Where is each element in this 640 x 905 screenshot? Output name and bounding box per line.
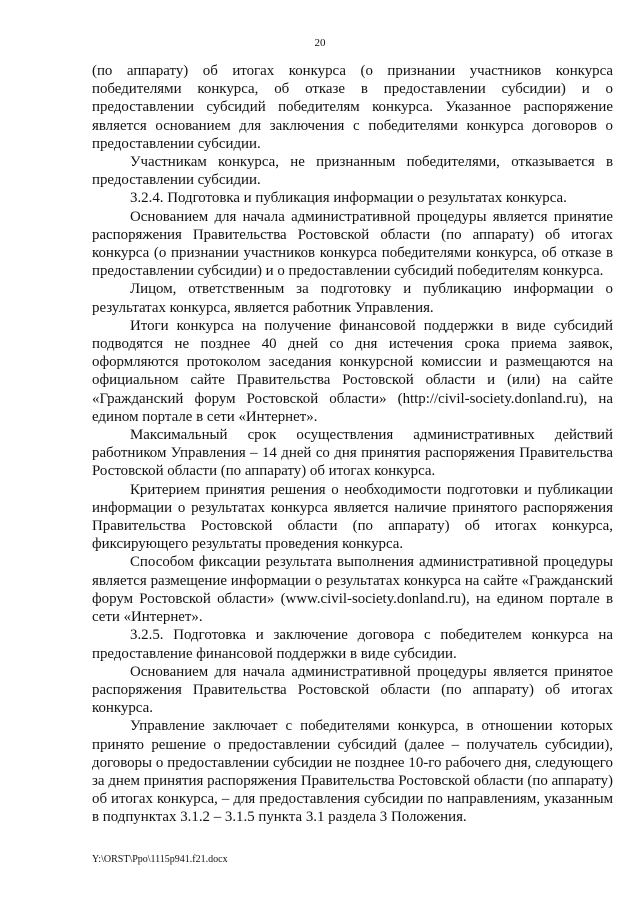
- paragraph-max-term: Максимальный срок осуществления административных действий работником Управления – 14 дней со дня принятия распоряжения Правительства Ростовской области (по аппарату) об итогах конкурса.: [92, 427, 613, 480]
- paragraph-fixation-method: Способом фиксации результата выполнения административной процедуры является размещение информации о результатах конкурса на сайте «Гражданский форум Ростовской области» (www.civil-society.donland.ru), на едином портале в сети «Интернет».: [92, 554, 613, 626]
- document-body: [92, 62, 613, 827]
- paragraph-results-deadline: Итоги конкурса на получение финансовой поддержки в виде субсидий подводятся не позднее 40 дней со дня истечения срока приема заявок, оформляются протоколом заседания конкурсной комиссии и размещаются на официальном сайте Правительства Ростовской области и (или) на сайте «Гражданский форум Ростовской области» (http://civil-society.donland.ru), на едином портале в сети «Интернет».: [92, 317, 613, 425]
- page-number: 20: [314, 37, 326, 49]
- section-heading-3-2-4: 3.2.4. Подготовка и публикация информации о результатах конкурса.: [130, 190, 567, 207]
- file-path-footer: Y:\ORST\Ppo\1115p941.f21.docx: [92, 854, 228, 865]
- section-heading-3-2-5: 3.2.5. Подготовка и заключение договора с победителем конкурса на предоставление финансовой поддержки в виде субсидии.: [92, 627, 613, 662]
- paragraph-responsible-person: Лицом, ответственным за подготовку и публикацию информации о результатах конкурса, является работник Управления.: [92, 281, 613, 316]
- paragraph-criterion: Критерием принятия решения о необходимости подготовки и публикации информации о результатах конкурса является наличие принятого распоряжения Правительства Ростовской области (по аппарату) об итогах конкурса, фиксирующего результаты проведения конкурса.: [92, 481, 613, 553]
- paragraph-basis-publication: Основанием для начала административной процедуры является принятие распоряжения Правительства Ростовской области (по аппарату) об итогах конкурса (о признании участников конкурса победителями конкурса, об отказе в предоставлении субсидии) и о предоставлении субсидий победителям конкурса.: [92, 208, 613, 280]
- paragraph-continuation: (по аппарату) об итогах конкурса (о признании участников конкурса победителями конкурса, об отказе в предоставлении субсидии) и о предоставлении субсидий победителям конкурса. Указанное распоряжение является основанием для заключения с победителями конкурса договоров о предоставлении субсидии.: [92, 63, 613, 152]
- paragraph-contract-conclusion: Управление заключает с победителями конкурса, в отношении которых принято решение о предоставлении субсидий (далее – получатель субсидии), договоры о предоставлении субсидии не позднее 10-го рабочего дня, следующего за днем принятия распоряжения Правительства Ростовской области (по аппарату) об итогах конкурса, – для предоставления субсидии по направлениям, указанным в подпунктах 3.1.2 – 3.1.5 пункта 3.1 раздела 3 Положения.: [92, 718, 613, 826]
- paragraph-refusal: Участникам конкурса, не признанным победителями, отказывается в предоставлении субсидии.: [92, 154, 613, 189]
- paragraph-basis-contract: Основанием для начала административной процедуры является принятое распоряжения Правительства Ростовской области (по аппарату) об итогах конкурса.: [92, 663, 613, 717]
